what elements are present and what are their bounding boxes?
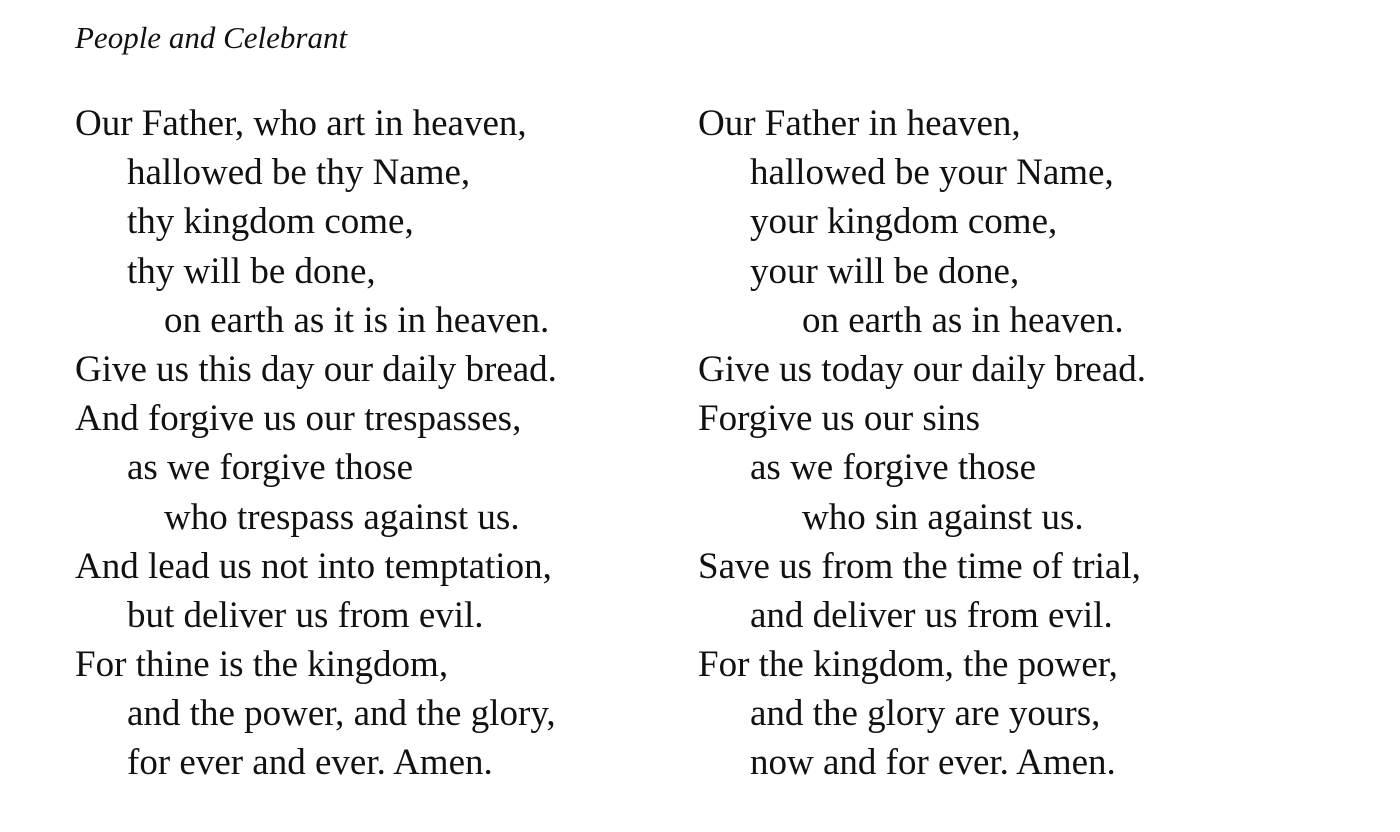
traditional-prayer-line: thy will be done, bbox=[127, 250, 376, 292]
traditional-prayer-line: for ever and ever. Amen. bbox=[127, 742, 493, 784]
traditional-prayer-line: And lead us not into temptation, bbox=[75, 545, 552, 587]
contemporary-prayer-line: your kingdom come, bbox=[750, 201, 1058, 243]
contemporary-prayer-line: For the kingdom, the power, bbox=[698, 644, 1118, 686]
traditional-prayer-line: on earth as it is in heaven. bbox=[164, 299, 550, 341]
traditional-prayer-line: hallowed be thy Name, bbox=[127, 152, 471, 194]
traditional-prayer-line: but deliver us from evil. bbox=[127, 594, 484, 636]
traditional-prayer-line: And forgive us our trespasses, bbox=[75, 398, 522, 440]
contemporary-prayer-line: and deliver us from evil. bbox=[750, 594, 1113, 636]
traditional-prayer-line: thy kingdom come, bbox=[127, 201, 414, 243]
contemporary-prayer-line: who sin against us. bbox=[802, 496, 1084, 538]
contemporary-prayer-line: your will be done, bbox=[750, 250, 1020, 292]
contemporary-prayer-line: on earth as in heaven. bbox=[802, 299, 1124, 341]
traditional-prayer-line: For thine is the kingdom, bbox=[75, 644, 449, 686]
contemporary-prayer-line: now and for ever. Amen. bbox=[750, 742, 1116, 784]
traditional-version-column bbox=[75, 99, 557, 788]
contemporary-prayer-line: and the glory are yours, bbox=[750, 693, 1101, 735]
contemporary-prayer-line: Give us today our daily bread. bbox=[698, 348, 1146, 390]
traditional-prayer-line: Our Father, who art in heaven, bbox=[75, 103, 527, 144]
traditional-prayer-line: who trespass against us. bbox=[164, 496, 520, 538]
contemporary-prayer-line: Save us from the time of trial, bbox=[698, 545, 1141, 587]
contemporary-prayer-line: Forgive us our sins bbox=[698, 398, 980, 440]
traditional-prayer-line: Give us this day our daily bread. bbox=[75, 348, 557, 390]
traditional-prayer-line: as we forgive those bbox=[127, 447, 413, 489]
contemporary-version-column bbox=[698, 99, 1146, 788]
contemporary-prayer-line: hallowed be your Name, bbox=[750, 152, 1114, 194]
rubric-heading: People and Celebrant bbox=[75, 20, 348, 55]
contemporary-prayer-line: as we forgive those bbox=[750, 447, 1036, 489]
traditional-prayer-line: and the power, and the glory, bbox=[127, 693, 556, 735]
contemporary-prayer-line: Our Father in heaven, bbox=[698, 103, 1021, 144]
